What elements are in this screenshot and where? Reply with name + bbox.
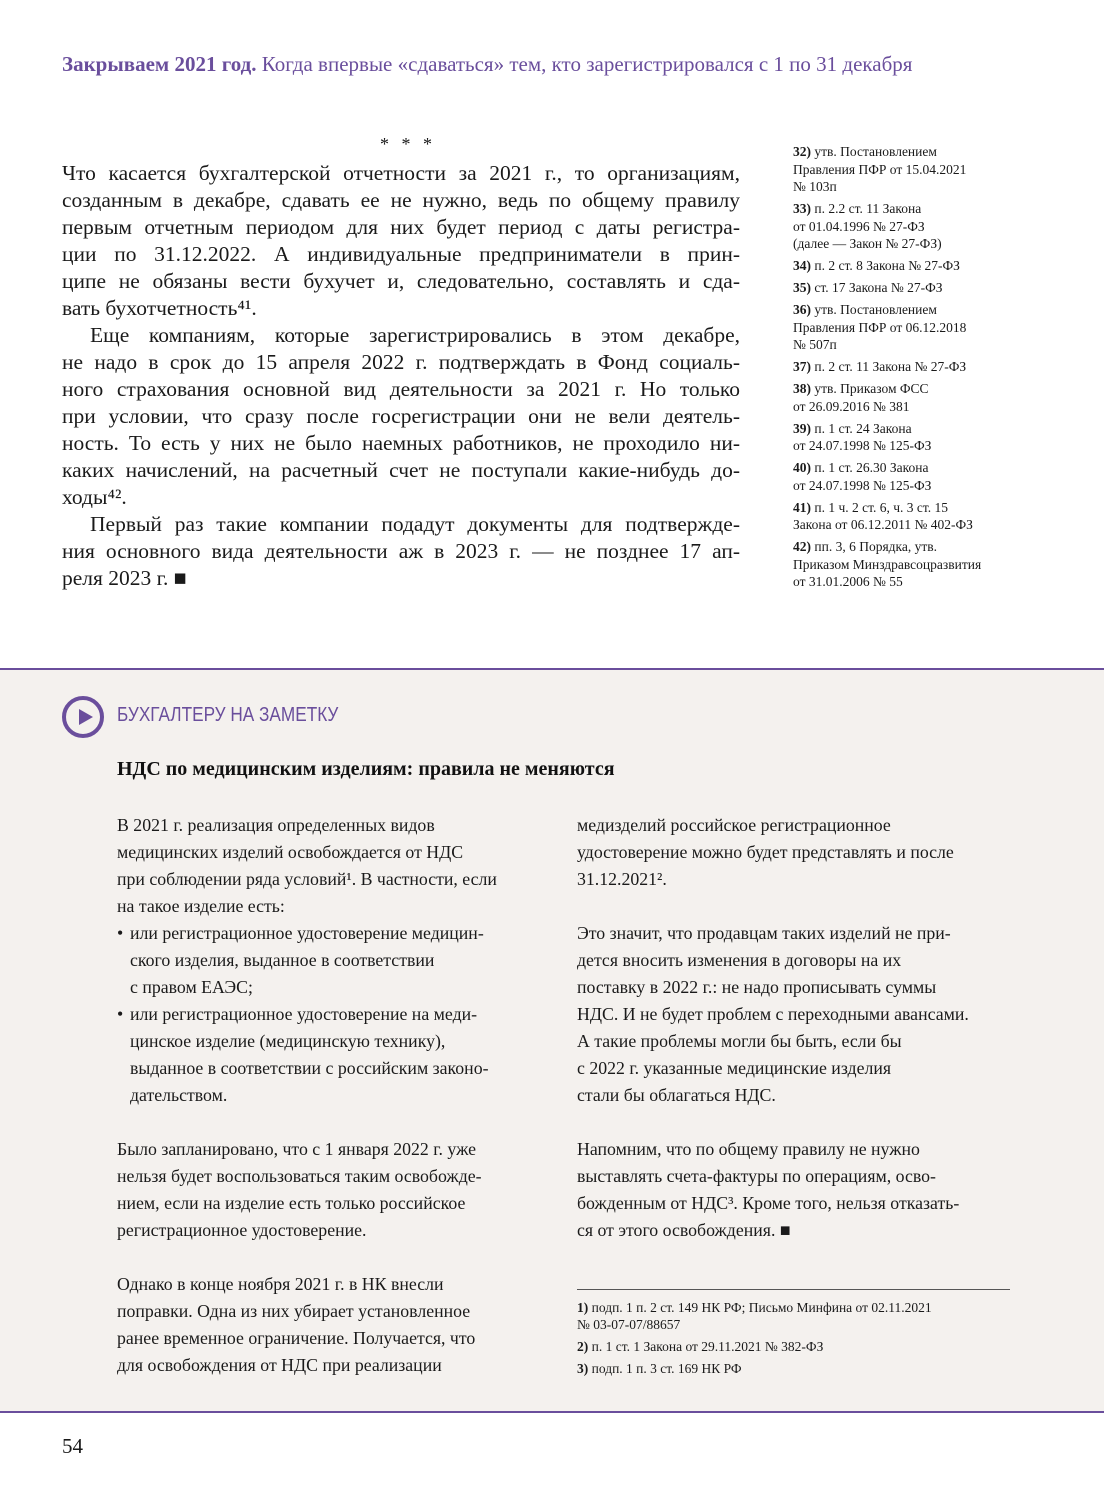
- footnote-number: 32): [793, 144, 811, 159]
- footnote-number: 39): [793, 420, 811, 436]
- text-line: цинское изделие (медицинскую технику),: [130, 1031, 446, 1051]
- text-line: ния основного вида деятельности аж в 2023 г. — не позднее 17 ап-: [62, 539, 740, 563]
- text-line: для освобождения от НДС при реализации: [117, 1355, 442, 1375]
- text-line: В 2021 г. реализация определенных видов: [117, 815, 435, 835]
- footnote: [793, 380, 1023, 415]
- text-line: при соблюдении ряда условий¹. В частности, если: [117, 869, 497, 889]
- footnote-text: п. 2 ст. 11 Закона № 27-ФЗ: [811, 359, 967, 374]
- footnote-text: п. 1 ст. 1 Закона от 29.11.2021 № 382-ФЗ: [588, 1339, 824, 1354]
- text-line: выданное в соответствии с российским законо-: [130, 1058, 489, 1078]
- text-line: ции по 31.12.2022. А индивидуальные предприниматели в прин-: [62, 242, 740, 266]
- footnote-number: 37): [793, 359, 811, 374]
- footnote: [577, 1360, 1010, 1377]
- text-line: А такие проблемы могли бы быть, если бы: [577, 1031, 902, 1051]
- footnote: [577, 1299, 1010, 1333]
- text-line: выставлять счета-фактуры по операциям, осво-: [577, 1166, 936, 1186]
- footnote: [793, 538, 1023, 591]
- footnote: [793, 358, 1023, 376]
- text-line: медизделий российское регистрационное: [577, 815, 891, 835]
- paragraph-gap: [577, 893, 1010, 920]
- text-line: стали бы облагаться НДС.: [577, 1085, 776, 1105]
- text-line: божденным от НДС³. Кроме того, нельзя отказать-: [577, 1193, 960, 1213]
- footnote-number: 2): [577, 1339, 589, 1354]
- text-line: ского изделия, выданное в соответствии: [130, 950, 435, 970]
- text-line: созданным в декабре, сдавать ее не нужно, ведь по общему правилу: [62, 188, 740, 212]
- footnote-number: 42): [793, 539, 811, 554]
- footnote-text: пп. 3, 6 Порядка, утв. Приказом Минздравсоцразвития от 31.01.2006 № 55: [793, 539, 982, 589]
- text-line: поставку в 2022 г.: не надо прописывать суммы: [577, 977, 937, 997]
- text-line: реля 2023 г. ■: [62, 566, 187, 590]
- page-number: 54: [62, 1434, 83, 1458]
- box-left-column: [117, 812, 545, 1379]
- text-line: не надо в срок до 15 апреля 2022 г. подтверждать в Фонд социаль-: [62, 350, 740, 374]
- text-line: Первый раз такие компании подадут документы для подтвержде-: [90, 512, 740, 536]
- footnote-text: подп. 1 п. 3 ст. 169 НК РФ: [588, 1361, 742, 1376]
- footnote-text: ст. 17 Закона № 27-ФЗ: [811, 280, 943, 295]
- article-body: [62, 160, 740, 592]
- footnote: [793, 301, 1023, 354]
- footnote: [793, 143, 1023, 196]
- text-line: Напомним, что по общему правилу не нужно: [577, 1139, 920, 1159]
- footnote-number: 35): [793, 280, 811, 295]
- text-line: каких начислений, на расчетный счет не поступали какие-нибудь до-: [62, 458, 740, 482]
- paragraph-gap: [117, 1244, 545, 1271]
- header-bold: Закрываем 2021 год.: [62, 52, 257, 76]
- footnote-number: 36): [793, 302, 811, 317]
- text-line: ного страхования основной вид деятельности за 2021 г. Но только: [62, 377, 740, 401]
- footnote-divider: [577, 1289, 1010, 1290]
- footnote-text: п. 1 ч. 2 ст. 6, ч. 3 ст. 15 Закона от 06.12.2011 № 402-ФЗ: [793, 499, 973, 532]
- text-line: на такое изделие есть:: [117, 896, 285, 916]
- text-line: Это значит, что продавцам таких изделий не при-: [577, 923, 951, 943]
- bullet-line: • или регистрационное удостоверение на меди-: [117, 1001, 545, 1028]
- text-line: поправки. Одна из них убирает установленное: [117, 1301, 471, 1321]
- footnote-text: утв. Постановлением Правления ПФР от 06.12.2018 № 507п: [793, 302, 967, 352]
- footnote-text: п. 2.2 ст. 11 Закона от 01.04.1996 № 27-ФЗ (далее — Закон № 27-ФЗ): [793, 201, 942, 251]
- text-line: Было запланировано, что с 1 января 2022 г. уже: [117, 1139, 477, 1159]
- text-line: ся от этого освобождения. ■: [577, 1220, 791, 1240]
- text-line: Однако в конце ноября 2021 г. в НК внесли: [117, 1274, 444, 1294]
- footnote-number: 38): [793, 381, 811, 396]
- section-separator: * * *: [380, 134, 436, 154]
- footnote-text: п. 1 ст. 24 Закона от 24.07.1998 № 125-ФЗ: [793, 420, 932, 453]
- footnote: [793, 459, 1023, 494]
- footnote: [577, 1338, 1010, 1355]
- text-line: удостоверение можно будет представлять и после: [577, 842, 954, 862]
- text-line: с правом ЕАЭС;: [130, 977, 253, 997]
- paragraph-gap: [117, 1109, 545, 1136]
- footnote-text: п. 1 ст. 26.30 Закона от 24.07.1998 № 125-ФЗ: [793, 460, 932, 493]
- box-title: НДС по медицинским изделиям: правила не меняются: [117, 758, 615, 780]
- text-line: медицинских изделий освобождается от НДС: [117, 842, 464, 862]
- footnote-text: подп. 1 п. 2 ст. 149 НК РФ; Письмо Минфина от 02.11.2021 № 03-07-07/88657: [577, 1300, 932, 1332]
- footnote-number: 3): [577, 1361, 589, 1376]
- text-line: первым отчетным периодом для них будет период с даты регистра-: [62, 215, 740, 239]
- text-line: вать бухотчетность⁴¹.: [62, 296, 257, 320]
- play-icon: [62, 696, 104, 738]
- text-line: Что касается бухгалтерской отчетности за 2021 г., то организациям,: [62, 161, 740, 185]
- sidenotes: [793, 143, 1023, 595]
- footnote-number: 34): [793, 258, 811, 273]
- sidebar-box: [0, 668, 1104, 1413]
- paragraph-gap: [577, 1109, 1010, 1136]
- footnote: [793, 499, 1023, 534]
- text-line: при условии, что сразу после госрегистрации они не вели деятель-: [62, 404, 740, 428]
- footnote-number: 40): [793, 460, 811, 475]
- header-text: Когда впервые «сдаваться» тем, кто зарегистрировался с 1 по 31 декабря: [256, 52, 913, 76]
- text-line: дется вносить изменения в договоры на их: [577, 950, 902, 970]
- footnote: [793, 279, 1023, 297]
- footnote-number: 41): [793, 499, 811, 515]
- box-rubric: БУХГАЛТЕРУ НА ЗАМЕТКУ: [117, 704, 339, 726]
- running-header: [62, 52, 912, 77]
- footnote: [793, 257, 1023, 275]
- text-line: нельзя будет воспользоваться таким освобожде-: [117, 1166, 482, 1186]
- text-line: регистрационное удостоверение.: [117, 1220, 367, 1240]
- text-line: 31.12.2021².: [577, 869, 667, 889]
- bullet-line: • или регистрационное удостоверение медицин-: [117, 920, 545, 947]
- text-line: ность. То есть у них не было наемных работников, не проходило ни-: [62, 431, 740, 455]
- footnote-text: утв. Постановлением Правления ПФР от 15.04.2021 № 103п: [793, 144, 967, 194]
- box-footnotes: [577, 1299, 1010, 1382]
- footnote-text: утв. Приказом ФСС от 26.09.2016 № 381: [793, 381, 929, 414]
- text-line: ранее временное ограничение. Получается, что: [117, 1328, 476, 1348]
- text-line: нием, если на изделие есть только российское: [117, 1193, 466, 1213]
- box-right-column: [577, 812, 1010, 1244]
- text-line: НДС. И не будет проблем с переходными авансами.: [577, 1004, 969, 1024]
- footnote-number: 33): [793, 201, 811, 216]
- footnote: [793, 200, 1023, 253]
- footnote: [793, 420, 1023, 455]
- footnote-number: 1): [577, 1300, 589, 1315]
- text-line: с 2022 г. указанные медицинские изделия: [577, 1058, 892, 1078]
- text-line: Еще компаниям, которые зарегистрировались в этом декабре,: [90, 323, 740, 347]
- text-line: ходы⁴².: [62, 485, 127, 509]
- footnote-text: п. 2 ст. 8 Закона № 27-ФЗ: [811, 258, 960, 273]
- text-line: ципе не обязаны вести бухучет и, следовательно, составлять и сда-: [62, 269, 740, 293]
- text-line: дательством.: [130, 1085, 228, 1105]
